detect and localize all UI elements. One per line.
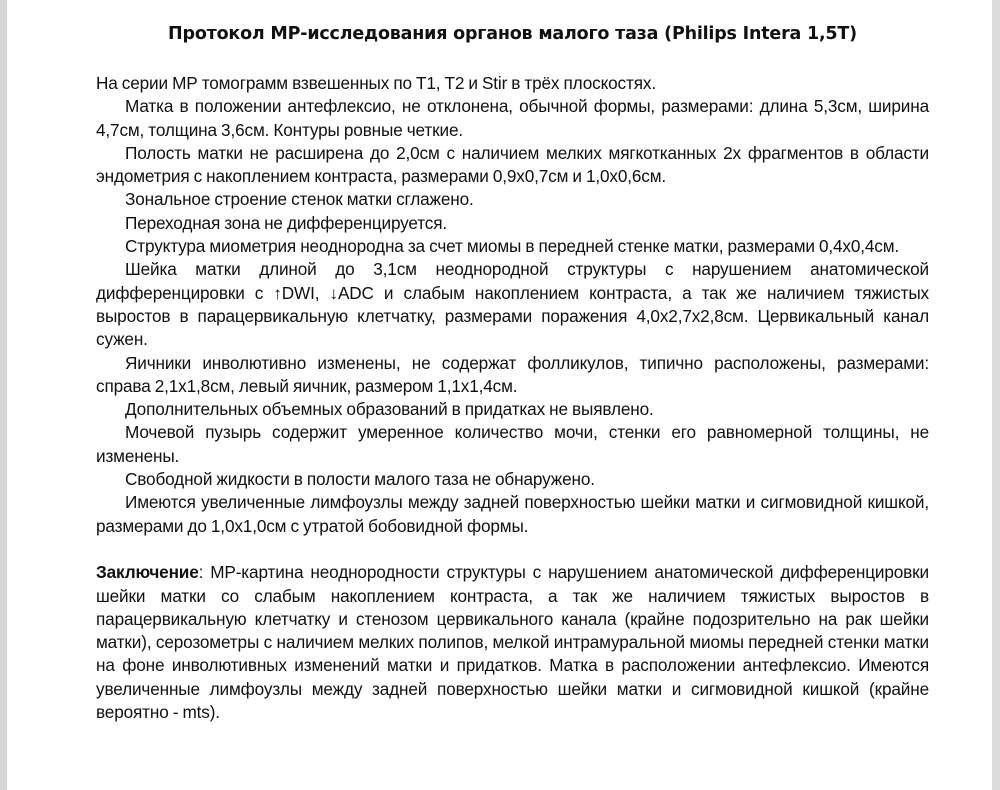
adnexa-paragraph: Дополнительных объемных образований в придатках не выявлено. <box>125 399 654 420</box>
document-title: Протокол МР-исследования органов малого таза (Philips Intera 1,5T) <box>168 24 857 44</box>
zonal-structure-paragraph: Зональное строение стенок матки сглажено. <box>125 189 474 210</box>
intro-paragraph: На серии МР томограмм взвешенных по Т1, Т2 и Stir в трёх плоскостях. <box>96 73 656 93</box>
cervix-paragraph: Шейка матки длиной до 3,1см неоднородной структуры с нарушением анатомической дифференцировки с ↑DWI, ↓ADC и слабым накоплением контраста, а так же наличием тяжистых выростов в парацервикальную клетчатку, размерами поражения 4,0х2,7х2,8см. Цервикальный канал сужен. <box>96 259 929 350</box>
conclusion-label: Заключение <box>96 562 199 583</box>
conclusion-separator: : <box>198 562 211 583</box>
document-page <box>7 0 992 790</box>
bladder-paragraph: Мочевой пузырь содержит умеренное количество мочи, стенки его равномерной толщины, не изменены. <box>96 422 929 466</box>
uterine-cavity-paragraph: Полость матки не расширена до 2,0см с наличием мелких мягкотканных 2х фрагментов в области эндометрия с накоплением контраста, размерами 0,9х0,7см и 1,0х0,6см. <box>96 142 929 187</box>
conclusion-paragraph <box>96 561 929 724</box>
page-gutter-left <box>0 0 7 790</box>
lymph-nodes-paragraph: Имеются увеличенные лимфоузлы между задней поверхностью шейки матки и сигмовидной кишкой, размерами до 1,0х1,0см с утратой бобовидной формы. <box>96 492 929 536</box>
document-body <box>96 72 929 724</box>
free-fluid-paragraph: Свободной жидкости в полости малого таза не обнаружено. <box>125 469 595 490</box>
page-gutter-right <box>992 0 1000 790</box>
myometrium-paragraph: Структура миометрия неоднородна за счет миомы в передней стенке матки, размерами 0,4х0,4см. <box>125 236 900 257</box>
conclusion-text: МР-картина неоднородности структуры с нарушением анатомической дифференцировки шейки матки со слабым накоплением контраста, а так же наличием тяжистых выростов в парацервикальную клетчатку и стенозом цервикального канала (крайне подозрительно на рак шейки матки), серозометры с наличием мелких полипов, мелкой интрамуральной миомы передней стенки матки на фоне инволютивных изменений матки и придатков. Матка в расположении антефлексио. Имеются увеличенные лимфоузлы между задней поверхностью шейки матки и сигмовидной кишкой (крайне вероятно - mts). <box>96 562 929 723</box>
transition-zone-paragraph: Переходная зона не дифференцируется. <box>125 212 448 233</box>
uterus-paragraph: Матка в положении антефлексио, не отклонена, обычной формы, размерами: длина 5,3см, ширина 4,7см, толщина 3,6см. Контуры ровные четкие. <box>96 96 929 140</box>
ovaries-paragraph: Яичники инволютивно изменены, не содержат фолликулов, типично расположены, размерами: справа 2,1х1,8см, левый яичник, размером 1,1х1,4см. <box>96 352 929 396</box>
